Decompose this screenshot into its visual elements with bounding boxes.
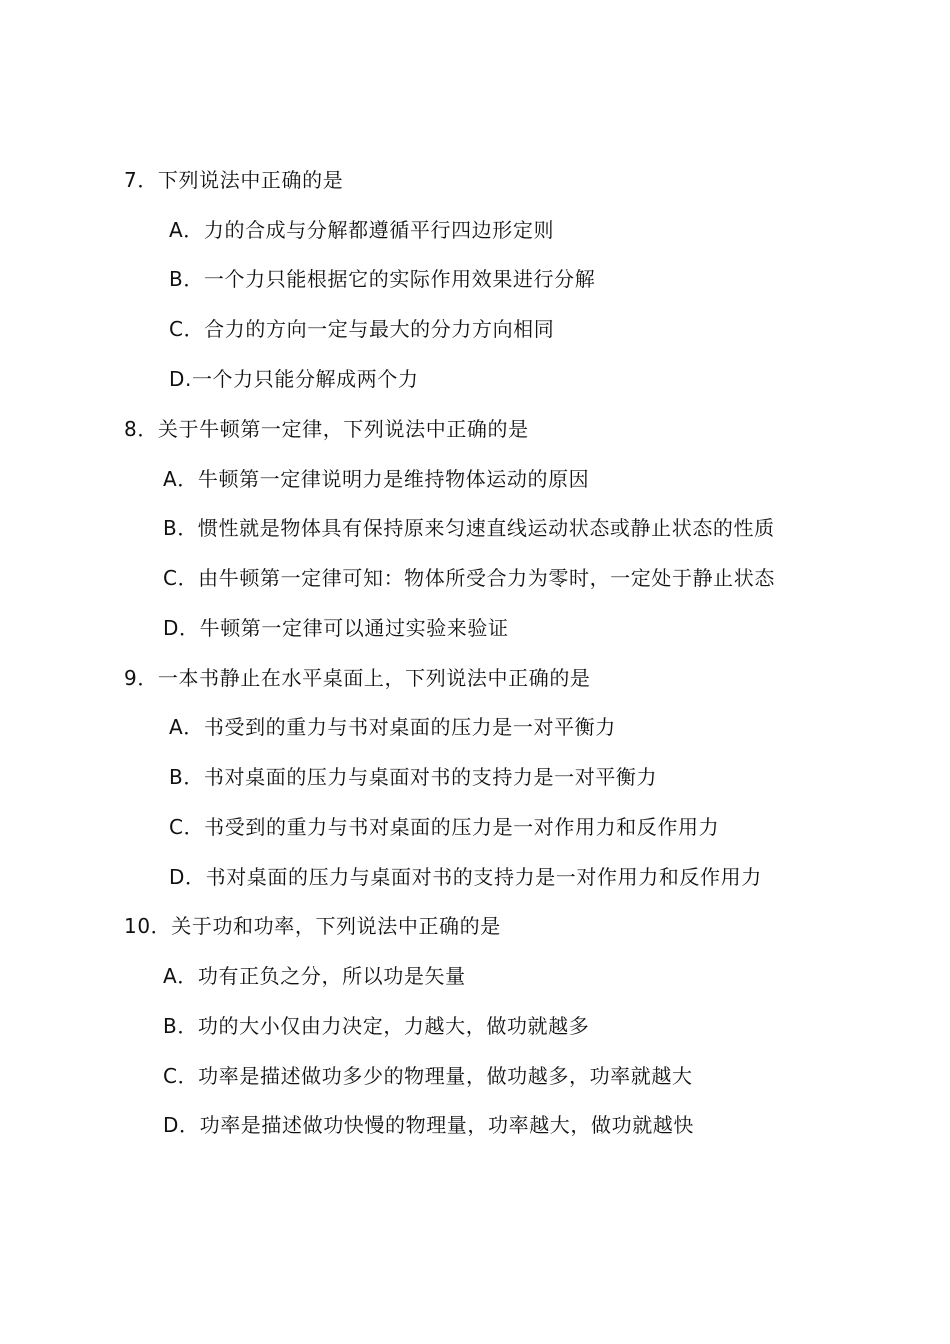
question-8-option-c: C．由牛顿第一定律可知：物体所受合力为零时，一定处于静止状态	[163, 566, 775, 590]
question-10-option-a: A．功有正负之分，所以功是矢量	[163, 964, 466, 988]
question-7-option-d: D.一个力只能分解成两个力	[169, 367, 419, 391]
question-10-option-d: D．功率是描述做功快慢的物理量，功率越大，做功就越快	[163, 1113, 694, 1137]
question-7-stem: 7．下列说法中正确的是	[124, 168, 344, 192]
question-7-option-b: B．一个力只能根据它的实际作用效果进行分解	[169, 267, 596, 291]
question-8-option-d: D．牛顿第一定律可以通过实验来验证	[163, 616, 509, 640]
question-7-option-c: C．合力的方向一定与最大的分力方向相同	[169, 317, 555, 341]
question-9-option-a: A．书受到的重力与书对桌面的压力是一对平衡力	[169, 715, 616, 739]
question-10-stem: 10．关于功和功率，下列说法中正确的是	[124, 914, 501, 938]
question-7-option-a: A．力的合成与分解都遵循平行四边形定则	[169, 218, 555, 242]
question-10-option-b: B．功的大小仅由力决定，力越大，做功就越多	[163, 1014, 590, 1038]
question-8-stem: 8．关于牛顿第一定律，下列说法中正确的是	[124, 417, 529, 441]
question-8-option-a: A．牛顿第一定律说明力是维持物体运动的原因	[163, 467, 590, 491]
question-9-option-b: B．书对桌面的压力与桌面对书的支持力是一对平衡力	[169, 765, 658, 789]
question-9-option-c: C．书受到的重力与书对桌面的压力是一对作用力和反作用力	[169, 815, 720, 839]
question-9-option-d: D．书对桌面的压力与桌面对书的支持力是一对作用力和反作用力	[169, 865, 762, 889]
question-10-option-c: C．功率是描述做功多少的物理量，做功越多，功率就越大	[163, 1064, 693, 1088]
question-8-option-b: B．惯性就是物体具有保持原来匀速直线运动状态或静止状态的性质	[163, 516, 775, 540]
question-9-stem: 9．一本书静止在水平桌面上，下列说法中正确的是	[124, 666, 591, 690]
